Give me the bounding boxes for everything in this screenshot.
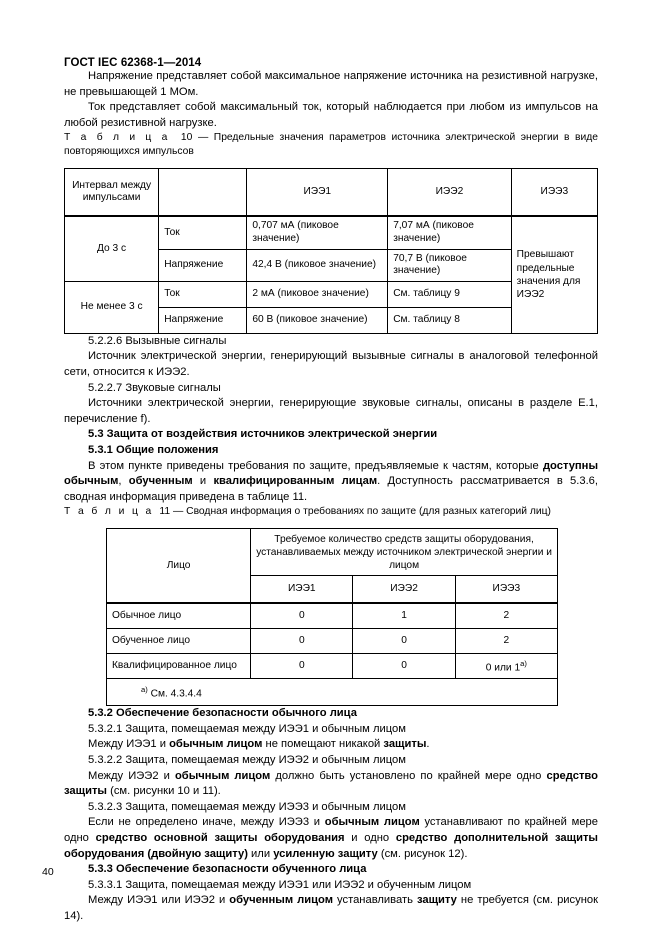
s531-b1: доступны обычным: [64, 459, 598, 488]
table-10-param-r2: Ток: [159, 281, 247, 307]
table-10-header-blank: [159, 169, 247, 217]
s531-t1: В этом пункте приведены требования по защите, предъявляемые к частям, которые: [88, 459, 543, 472]
table-11-iee3-r2-value: 0 или 1: [485, 662, 521, 674]
section-5323-heading: 5.3.2.3 Защита, помещаемая между ИЭЭ3 и обычным лицом: [88, 800, 406, 813]
section-5322-body: [64, 769, 598, 800]
s5331-t3: не требуется (см. рисунок 14).: [64, 894, 599, 922]
s5331-t1: Между ИЭЭ1 или ИЭЭ2 и: [88, 894, 230, 907]
s5322-b1: обычным лицом: [174, 769, 271, 782]
s5321-t1: Между ИЭЭ1 и: [88, 738, 170, 751]
s5321-b2: защиты: [383, 738, 427, 751]
section-5331-body: [64, 893, 598, 924]
section-5323-body: [64, 815, 598, 862]
table-row: [65, 216, 598, 249]
section-531-heading: 5.3.1 Общие положения: [88, 443, 219, 456]
section-5226-heading: 5.2.2.6 Вызывные сигналы: [88, 334, 227, 347]
s531-t4: . Доступность рассматривается в 5.3.6, сводная информация приведена в таблице 11.: [64, 475, 599, 503]
s5322-t2: должно быть установлено по крайней мере одно: [270, 769, 547, 782]
s5323-b3: средство дополнительной защиты оборудования (двойную защиту): [64, 832, 598, 860]
section-5321-heading: 5.3.2.1 Защита, помещаемая между ИЭЭ1 и обычным лицом: [88, 722, 406, 735]
intro-paragraph-2: Ток представляет собой максимальный ток, который наблюдается при любом из импульсов на любой резистивной нагрузке.: [64, 101, 598, 129]
s5323-t5: (см. рисунок 12).: [377, 847, 468, 860]
table-11-footnote: [107, 679, 558, 706]
table-11-header-span-line2: устанавливаемых между источником электрической энергии и лицом: [256, 546, 552, 571]
s5321-b1: обычным лицом: [169, 738, 263, 751]
table-11-header-person: Лицо: [107, 529, 251, 604]
table-10-iee1-r0: 0,707 мА (пиковое значение): [247, 216, 388, 249]
table-row: [107, 629, 558, 654]
table-11: [106, 528, 558, 706]
table-11-iee1-r2: 0: [251, 654, 353, 679]
section-531-body: [64, 459, 598, 506]
table-10-iee1-r2: 2 мА (пиковое значение): [247, 281, 388, 307]
table-10-caption-text: — Предельные значения параметров источника электрической энергии в виде повторяющихся импульсов: [64, 132, 598, 158]
table-11-caption-text: — Сводная информация о требованиях по защите (для разных категорий лиц): [172, 506, 551, 518]
table-10-param-r1: Напряжение: [159, 249, 247, 281]
table-10-header-iee2: ИЭЭ2: [388, 169, 511, 217]
s5322-t1: Между ИЭЭ2 и: [88, 769, 175, 782]
table-10: [64, 168, 598, 333]
table-11-caption: [64, 505, 598, 519]
table-11-header-iee2: ИЭЭ2: [353, 576, 455, 604]
table-11-iee1-r0: 0: [251, 603, 353, 629]
s5323-t4: или: [247, 847, 274, 860]
s5323-b1: обычным лицом: [324, 816, 420, 829]
table-11-footnote-text: См. 4.3.4.4: [147, 688, 202, 700]
s531-b2: обученным: [128, 475, 193, 488]
s531-t2: ,: [118, 475, 129, 488]
page-content: [64, 0, 598, 925]
s5323-t2: устанавливают по крайней мере одно: [64, 816, 598, 845]
table-11-person-r1: Обученное лицо: [107, 629, 251, 654]
s5323-b4: усиленную защиту: [273, 847, 378, 860]
table-11-header-iee1: ИЭЭ1: [251, 576, 353, 604]
s5323-t3: и одно: [344, 832, 396, 845]
section-5321-body: [64, 737, 598, 753]
s5322-t3: (см. рисунки 10 и 11).: [107, 785, 221, 798]
section-532-heading: 5.3.2 Обеспечение безопасности обычного лица: [88, 707, 357, 720]
page-number: 40: [42, 866, 54, 878]
table-10-header-interval: Интервал между импульсами: [65, 169, 159, 217]
table-10-param-r0: Ток: [159, 216, 247, 249]
table-10-iee2-r1: 70,7 В (пиковое значение): [388, 249, 511, 281]
table-10-param-r3: Напряжение: [159, 307, 247, 333]
s5323-t1: Если не определено иначе, между ИЭЭ3 и: [88, 816, 325, 829]
table-10-header-iee1: ИЭЭ1: [247, 169, 388, 217]
table-11-header-span-line1: Требуемое количество средств защиты оборудования,: [274, 533, 534, 545]
table-11-person-r0: Обычное лицо: [107, 603, 251, 629]
table-11-caption-number: 11: [159, 506, 171, 518]
table-11-iee2-r2: 0: [353, 654, 455, 679]
table-10-interval-do3s: До 3 с: [65, 216, 159, 281]
table-10-iee3-note: Превышают предельные значения для ИЭЭ2: [511, 216, 597, 333]
s5321-t2: не помещают никакой: [262, 738, 384, 751]
table-11-footnote-row: [107, 679, 558, 706]
table-11-header-iee3: ИЭЭ3: [455, 576, 557, 604]
document-header: ГОСТ IEC 62368-1—2014: [64, 57, 202, 69]
section-5226-body: Источник электрической энергии, генерирующий вызывные сигналы в аналоговой телефонной сети, относится к ИЭЭ2.: [64, 350, 598, 378]
section-5331-heading: 5.3.3.1 Защита, помещаемая между ИЭЭ1 или ИЭЭ2 и обученным лицом: [88, 878, 472, 891]
table-10-caption-number: 10: [180, 132, 193, 144]
table-11-header-span: [251, 529, 558, 576]
s5331-b1: обученным лицом: [229, 894, 333, 907]
table-11-iee1-r1: 0: [251, 629, 353, 654]
s5322-b2: средство защиты: [64, 769, 598, 798]
section-53-heading: 5.3 Защита от воздействия источников электрической энергии: [88, 428, 438, 441]
table-11-caption-label: Т а б л и ц а: [64, 506, 154, 518]
intro-paragraph-1: Напряжение представляет собой максимальное напряжение источника на резистивной нагрузке, не превышающей 1 МОм.: [64, 70, 598, 98]
s531-t3: и: [192, 475, 214, 488]
table-11-iee3-r0: 2: [455, 603, 557, 629]
table-10-iee2-r3: См. таблицу 8: [388, 307, 511, 333]
s5323-b2: средство основной защиты оборудования: [95, 832, 345, 845]
table-10-iee1-r1: 42,4 В (пиковое значение): [247, 249, 388, 281]
table-10-caption-label: Т а б л и ц а: [64, 132, 170, 144]
table-11-iee3-r1: 2: [455, 629, 557, 654]
table-row: [107, 654, 558, 679]
table-11-header-row-1: [107, 529, 558, 576]
table-11-iee2-r0: 1: [353, 603, 455, 629]
section-5322-heading: 5.3.2.2 Защита, помещаемая между ИЭЭ2 и обычным лицом: [88, 754, 406, 767]
section-533-heading: 5.3.3 Обеспечение безопасности обученного лица: [88, 863, 367, 876]
table-10-header-row: [65, 169, 598, 217]
section-5227-heading: 5.2.2.7 Звуковые сигналы: [88, 381, 221, 394]
s5331-b2: защиту: [416, 894, 457, 907]
table-10-iee2-r0: 7,07 мА (пиковое значение): [388, 216, 511, 249]
table-10-iee2-r2: См. таблицу 9: [388, 281, 511, 307]
table-10-header-iee3: ИЭЭ3: [511, 169, 597, 217]
table-11-iee2-r1: 0: [353, 629, 455, 654]
section-5227-body: Источники электрической энергии, генерирующие звуковые сигналы, описаны в разделе Е.1, перечисление f).: [64, 397, 598, 425]
table-10-iee1-r3: 60 В (пиковое значение): [247, 307, 388, 333]
table-10-caption: [64, 131, 598, 159]
table-11-iee3-r2: [455, 654, 557, 679]
table-11-person-r2: Квалифицированное лицо: [107, 654, 251, 679]
s531-b3: квалифицированным лицам: [213, 475, 378, 488]
table-10-interval-ne-menee-3s: Не менее 3 с: [65, 281, 159, 333]
table-11-footnote-marker: а): [141, 684, 148, 694]
s5331-t2: устанавливать: [332, 894, 417, 907]
s5321-t3: .: [426, 738, 430, 751]
table-11-iee3-r2-footnote-marker: а): [520, 658, 527, 668]
table-row: [107, 603, 558, 629]
